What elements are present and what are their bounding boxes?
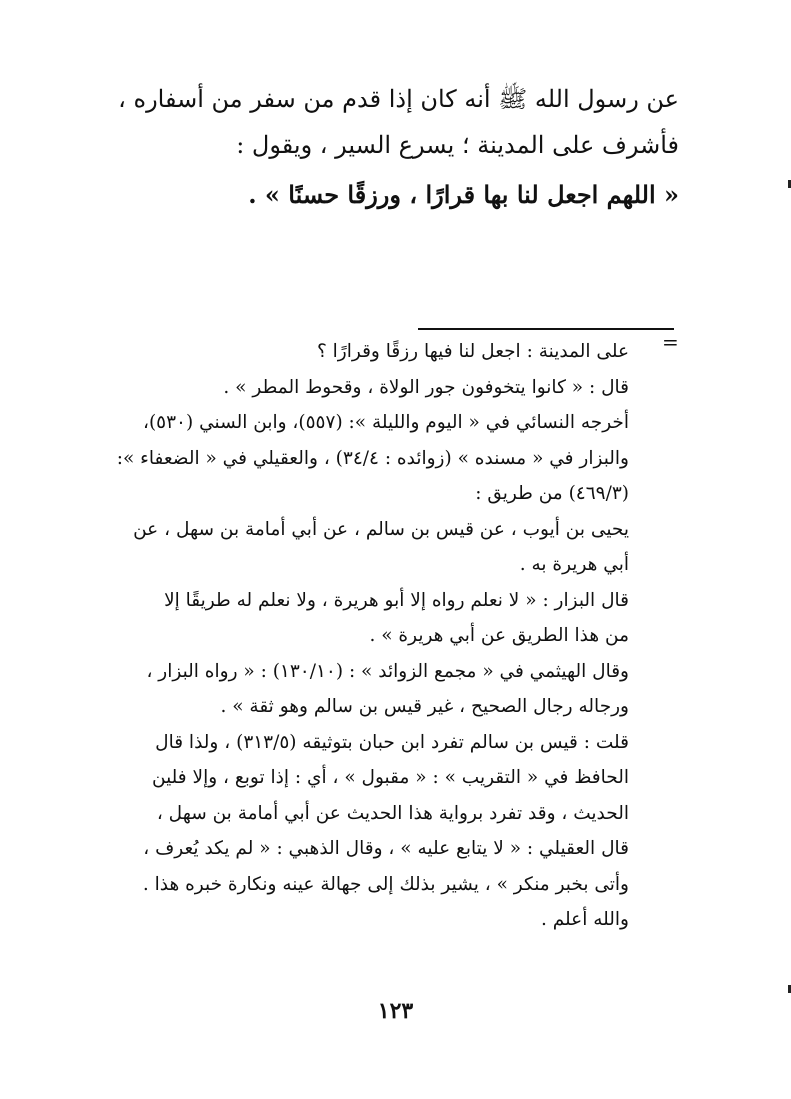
footnote-line: والبزار في « مسنده » (زوائده : ٣٤/٤) ، والعقيلي في « الضعفاء »: bbox=[116, 447, 629, 469]
page-number: ١٢٣ bbox=[377, 998, 414, 1024]
footnote-line: قلت : قيس بن سالم تفرد ابن حبان بتوثيقه (٣١٣/٥) ، ولذا قال bbox=[155, 731, 629, 753]
main-text bbox=[99, 76, 679, 218]
footnote-line: قال : « كانوا يتخوفون جور الولاة ، وقحوط المطر » . bbox=[223, 376, 629, 398]
footnote-line: على المدينة : اجعل لنا فيها رزقًا وقرارًا ؟ bbox=[316, 341, 629, 362]
footnote-line: وأتى بخبر منكر » ، يشير بذلك إلى جهالة عينه ونكارة خبره هذا . bbox=[142, 873, 629, 895]
footnote-line: الحافظ في « التقريب » : « مقبول » ، أي : إذا توبع ، وإلا فلين bbox=[152, 767, 629, 788]
footnote-line: الحديث ، وقد تفرد برواية هذا الحديث عن أبي أمامة بن سهل ، bbox=[156, 802, 629, 824]
footnote-line: (٤٦٩/٣) من طريق : bbox=[475, 483, 629, 504]
footnote-line: قال العقيلي : « لا يتابع عليه » ، وقال الذهبي : « لم يكد يُعرف ، bbox=[143, 838, 629, 859]
footnote-continuation-marker: = bbox=[662, 330, 679, 354]
main-line-2: فأشرف على المدينة ؛ يسرع السير ، ويقول : bbox=[236, 131, 679, 159]
main-line-1: عن رسول الله ﷺ أنه كان إذا قدم من سفر من أسفاره ، bbox=[118, 85, 679, 113]
footnote-line: من هذا الطريق عن أبي هريرة » . bbox=[369, 625, 629, 646]
footnote-line: أخرجه النسائي في « اليوم والليلة »: (٥٥٧)، وابن السني (٥٣٠)، bbox=[142, 412, 629, 433]
footnote-line: ورجاله رجال الصحيح ، غير قيس بن سالم وهو ثقة » . bbox=[220, 696, 629, 717]
footnote-line: يحيى بن أيوب ، عن قيس بن سالم ، عن أبي أمامة بن سهل ، عن bbox=[133, 518, 629, 540]
footnote-line: قال البزار : « لا نعلم رواه إلا أبو هريرة ، ولا نعلم له طريقًا إلا bbox=[164, 589, 629, 611]
footnote-line: والله أعلم . bbox=[540, 909, 629, 930]
footnote-line: وقال الهيثمي في « مجمع الزوائد » : (١٣٠/١٠) : « رواه البزار ، bbox=[146, 660, 629, 682]
footnote-separator bbox=[418, 328, 674, 330]
footnote-line: أبي هريرة به . bbox=[519, 554, 629, 575]
prayer-text: « اللهم اجعل لنا بها قرارًا ، ورزقًا حسنًا » . bbox=[248, 180, 679, 209]
footnotes bbox=[117, 334, 629, 938]
